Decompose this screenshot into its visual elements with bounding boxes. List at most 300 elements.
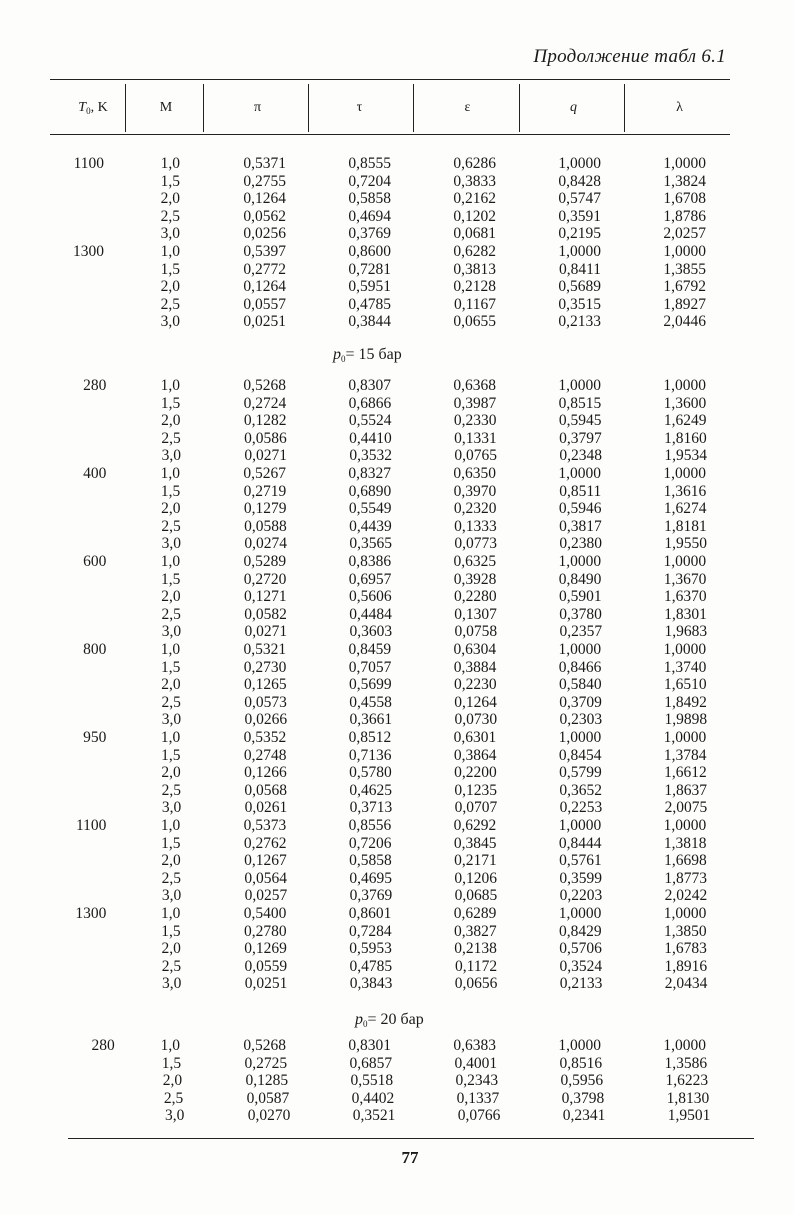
mach-cell: 2,0	[160, 190, 180, 208]
section-label-sub: 0	[341, 354, 346, 364]
header-m: M	[159, 100, 173, 115]
value-cell: 0,8301	[348, 1037, 391, 1054]
value-cell: 0,2133	[558, 313, 601, 331]
value-cell: 0,5549	[348, 500, 392, 518]
value-cell: 0,8429	[558, 922, 602, 940]
value-cell: 0,8459	[348, 641, 392, 658]
table-row	[0, 261, 794, 279]
value-cell: 0,2343	[455, 1072, 499, 1090]
value-cell: 1,9501	[667, 1107, 711, 1125]
t0-cell: 600	[83, 553, 107, 570]
value-cell: 0,6301	[453, 729, 497, 746]
table-row	[0, 887, 794, 905]
mach-cell: 1,5	[160, 260, 180, 278]
value-cell: 0,0274	[244, 535, 288, 553]
value-cell: 0,0586	[244, 429, 287, 447]
value-cell: 1,0000	[663, 553, 707, 570]
mach-cell: 3,0	[161, 535, 182, 553]
header-divider-2	[203, 84, 204, 132]
header-rule	[50, 134, 730, 135]
value-cell: 1,0000	[663, 243, 706, 260]
value-cell: 0,1172	[455, 957, 498, 975]
value-cell: 1,8773	[664, 869, 708, 887]
mach-cell: 2,5	[161, 605, 181, 623]
table-row	[0, 905, 794, 923]
value-cell: 0,5956	[560, 1072, 604, 1090]
value-cell: 0,2720	[243, 570, 287, 588]
value-cell: 0,4625	[349, 781, 392, 799]
table-row	[0, 500, 794, 518]
t0-cell: 280	[91, 1037, 115, 1054]
value-cell: 0,1307	[454, 605, 497, 623]
mach-cell: 2,5	[163, 1089, 184, 1107]
value-cell: 1,3600	[663, 394, 707, 412]
value-cell: 0,2200	[454, 764, 497, 782]
value-cell: 0,3780	[559, 605, 602, 623]
table-row	[0, 817, 794, 835]
table-row	[0, 852, 794, 870]
value-cell: 0,5268	[243, 1037, 286, 1054]
value-cell: 0,3970	[453, 482, 497, 500]
value-cell: 0,3864	[453, 746, 497, 764]
value-cell: 1,0000	[558, 377, 601, 394]
table-row	[0, 313, 794, 331]
value-cell: 0,0707	[454, 799, 498, 817]
mach-cell: 1,0	[160, 465, 181, 482]
table-caption: Продолжение табл 6.1	[533, 46, 726, 67]
value-cell: 0,4439	[349, 517, 392, 535]
table-row	[0, 155, 794, 173]
value-cell: 0,2724	[243, 394, 287, 412]
value-cell: 0,3524	[559, 957, 603, 975]
value-cell: 0,8327	[348, 465, 392, 482]
value-cell: 1,8130	[666, 1089, 710, 1107]
value-cell: 0,6304	[453, 641, 497, 658]
table-row	[0, 571, 794, 589]
value-cell: 2,0257	[663, 225, 706, 243]
value-cell: 0,5858	[348, 190, 391, 208]
table-row	[0, 173, 794, 191]
mach-cell: 1,0	[160, 1037, 180, 1054]
table-row	[0, 190, 794, 208]
mach-cell: 2,0	[161, 852, 181, 870]
value-cell: 0,0256	[243, 225, 286, 243]
value-cell: 0,3845	[453, 834, 497, 852]
value-cell: 1,0000	[663, 1037, 706, 1054]
value-cell: 1,0000	[558, 553, 602, 570]
value-cell: 0,1264	[243, 190, 286, 208]
table-row	[0, 676, 794, 694]
value-cell: 1,3670	[663, 570, 707, 588]
table-row	[0, 835, 794, 853]
value-cell: 0,2133	[559, 975, 603, 993]
value-cell: 0,5289	[243, 553, 287, 570]
value-cell: 0,5352	[243, 729, 287, 746]
value-cell: 0,0251	[244, 975, 288, 993]
table-row	[0, 1055, 794, 1073]
value-cell: 0,3797	[559, 429, 602, 447]
value-cell: 0,7206	[348, 834, 392, 852]
value-cell: 1,0000	[558, 641, 602, 658]
value-cell: 0,8444	[558, 834, 602, 852]
mach-cell: 1,5	[160, 172, 180, 190]
value-cell: 1,3824	[663, 172, 706, 190]
mach-cell: 1,5	[160, 482, 181, 500]
value-cell: 0,2725	[244, 1054, 288, 1072]
value-cell: 0,0271	[244, 623, 288, 641]
value-cell: 1,6510	[664, 676, 707, 694]
value-cell: 0,5780	[349, 764, 392, 782]
t0-cell: 950	[83, 729, 107, 746]
value-cell: 0,0562	[243, 207, 286, 225]
value-cell: 0,2330	[453, 412, 497, 430]
value-cell: 0,3603	[349, 623, 393, 641]
value-cell: 0,5699	[349, 676, 392, 694]
section-label	[333, 346, 402, 364]
value-cell: 0,7057	[348, 658, 392, 676]
value-cell: 0,2303	[559, 711, 603, 729]
value-cell: 0,2195	[558, 225, 601, 243]
value-cell: 0,3827	[453, 922, 497, 940]
value-cell: 0,5799	[559, 764, 602, 782]
mach-cell: 2,0	[160, 278, 180, 296]
table-row	[0, 923, 794, 941]
value-cell: 1,9534	[664, 447, 707, 465]
value-cell: 1,3850	[663, 922, 707, 940]
value-cell: 0,3591	[558, 207, 601, 225]
t0-cell: 1300	[75, 905, 107, 922]
value-cell: 0,2357	[559, 623, 603, 641]
value-cell: 0,3769	[349, 887, 393, 905]
value-cell: 0,2730	[243, 658, 287, 676]
value-cell: 0,0271	[244, 447, 287, 465]
value-cell: 0,5945	[558, 412, 602, 430]
value-cell: 0,5747	[558, 190, 601, 208]
table-row	[0, 1037, 794, 1055]
bottom-rule	[68, 1138, 754, 1139]
value-cell: 0,1279	[243, 500, 287, 518]
value-cell: 0,8454	[558, 746, 602, 764]
value-cell: 0,8512	[348, 729, 392, 746]
value-cell: 1,6274	[663, 500, 707, 518]
mach-cell: 3,0	[164, 1107, 185, 1125]
mach-cell: 3,0	[161, 623, 182, 641]
value-cell: 0,2719	[243, 482, 287, 500]
value-cell: 0,6890	[348, 482, 392, 500]
value-cell: 0,1264	[243, 278, 286, 296]
value-cell: 0,5268	[243, 377, 286, 394]
value-cell: 1,6223	[665, 1072, 709, 1090]
value-cell: 1,9683	[664, 623, 708, 641]
value-cell: 0,6350	[453, 465, 497, 482]
table-row	[0, 225, 794, 243]
section-label-symbol: p	[333, 346, 341, 363]
value-cell: 1,0000	[663, 729, 707, 746]
value-cell: 1,8160	[664, 429, 707, 447]
value-cell: 1,6370	[663, 588, 707, 606]
value-cell: 0,0758	[454, 623, 498, 641]
value-cell: 0,3599	[559, 869, 603, 887]
value-cell: 0,3843	[349, 975, 393, 993]
mach-cell: 2,0	[161, 588, 181, 606]
value-cell: 1,3740	[663, 658, 707, 676]
header-t0-unit: , K	[90, 100, 108, 115]
value-cell: 0,7204	[348, 172, 391, 190]
value-cell: 0,2780	[243, 922, 287, 940]
t0-cell: 1100	[75, 817, 107, 834]
value-cell: 0,4785	[349, 957, 393, 975]
table-row	[0, 296, 794, 314]
value-cell: 0,5901	[558, 588, 602, 606]
mach-cell: 3,0	[161, 887, 182, 905]
value-cell: 0,1331	[454, 429, 497, 447]
value-cell: 0,5840	[559, 676, 602, 694]
header-divider-5	[519, 84, 520, 132]
value-cell: 0,4402	[351, 1089, 395, 1107]
value-cell: 0,5524	[348, 412, 392, 430]
value-cell: 0,2762	[243, 834, 287, 852]
mach-cell: 2,0	[161, 676, 181, 694]
mach-cell: 2,5	[160, 295, 180, 313]
value-cell: 0,0656	[454, 975, 498, 993]
value-cell: 1,8786	[663, 207, 706, 225]
header-divider-4	[413, 84, 414, 132]
mach-cell: 1,0	[160, 155, 180, 172]
value-cell: 0,4694	[348, 207, 391, 225]
value-cell: 0,0655	[453, 313, 496, 331]
header-epsilon: ε	[464, 100, 471, 115]
table-row	[0, 395, 794, 413]
header-divider-1	[125, 84, 126, 132]
table-row	[0, 958, 794, 976]
value-cell: 0,3813	[453, 260, 496, 278]
t0-cell: 1100	[73, 155, 104, 172]
table-row	[0, 377, 794, 395]
value-cell: 0,2320	[453, 500, 497, 518]
value-cell: 0,2171	[454, 852, 497, 870]
value-cell: 0,1337	[456, 1089, 500, 1107]
value-cell: 0,3798	[561, 1089, 605, 1107]
value-cell: 0,6866	[348, 394, 392, 412]
value-cell: 0,1285	[245, 1072, 289, 1090]
mach-cell: 1,0	[160, 553, 181, 570]
value-cell: 0,5267	[243, 465, 287, 482]
value-cell: 1,8637	[664, 781, 707, 799]
value-cell: 0,5689	[558, 278, 601, 296]
value-cell: 0,0582	[244, 605, 287, 623]
table-row	[0, 208, 794, 226]
value-cell: 0,5946	[558, 500, 602, 518]
value-cell: 0,3565	[349, 535, 393, 553]
value-cell: 0,2253	[559, 799, 603, 817]
value-cell: 0,7281	[348, 260, 391, 278]
table-row	[0, 412, 794, 430]
header-divider-3	[308, 84, 309, 132]
mach-cell: 3,0	[161, 447, 181, 465]
value-cell: 0,4484	[349, 605, 392, 623]
value-cell: 1,0000	[663, 465, 707, 482]
value-cell: 0,2748	[243, 746, 287, 764]
table-row	[0, 553, 794, 571]
value-cell: 0,0730	[454, 711, 498, 729]
value-cell: 0,0266	[244, 711, 288, 729]
mach-cell: 3,0	[161, 799, 182, 817]
value-cell: 0,6957	[348, 570, 392, 588]
value-cell: 2,0075	[664, 799, 708, 817]
value-cell: 0,1269	[244, 940, 287, 958]
header-pi: π	[253, 100, 262, 115]
value-cell: 0,2162	[453, 190, 496, 208]
mach-cell: 2,5	[160, 207, 180, 225]
value-cell: 0,8555	[348, 155, 391, 172]
value-cell: 0,1264	[454, 693, 497, 711]
header-tau: τ	[356, 100, 363, 115]
value-cell: 0,5761	[559, 852, 602, 870]
table-row	[0, 659, 794, 677]
value-cell: 0,2348	[559, 447, 602, 465]
mach-cell: 2,0	[162, 1072, 183, 1090]
value-cell: 0,0587	[246, 1089, 290, 1107]
value-cell: 0,1202	[453, 207, 496, 225]
value-cell: 1,6792	[663, 278, 706, 296]
value-cell: 0,2755	[243, 172, 286, 190]
value-cell: 0,4558	[349, 693, 392, 711]
value-cell: 0,6289	[453, 905, 497, 922]
table-row	[0, 799, 794, 817]
value-cell: 0,5321	[243, 641, 287, 658]
value-cell: 0,1333	[454, 517, 497, 535]
table-row	[0, 870, 794, 888]
table-row	[0, 641, 794, 659]
value-cell: 2,0446	[663, 313, 706, 331]
value-cell: 0,8515	[558, 394, 602, 412]
table-row	[0, 764, 794, 782]
value-cell: 0,2380	[559, 535, 603, 553]
table-row	[0, 1107, 794, 1125]
table-row	[0, 782, 794, 800]
table-row	[0, 430, 794, 448]
value-cell: 0,1167	[453, 295, 496, 313]
mach-cell: 2,5	[161, 693, 181, 711]
value-cell: 0,3928	[453, 570, 497, 588]
section-label	[355, 1011, 424, 1029]
value-cell: 0,0765	[454, 447, 497, 465]
value-cell: 1,6612	[664, 764, 707, 782]
mach-cell: 1,5	[160, 570, 181, 588]
value-cell: 0,5953	[349, 940, 392, 958]
value-cell: 0,6282	[453, 243, 496, 260]
value-cell: 0,7136	[348, 746, 392, 764]
value-cell: 1,6783	[664, 940, 707, 958]
value-cell: 0,1266	[244, 764, 287, 782]
value-cell: 1,0000	[558, 155, 601, 172]
mach-cell: 2,5	[161, 429, 181, 447]
mach-cell: 2,0	[161, 940, 181, 958]
t0-cell: 800	[83, 641, 107, 658]
value-cell: 1,8916	[664, 957, 708, 975]
header-t0-sub: 0	[86, 106, 91, 116]
value-cell: 1,6249	[663, 412, 707, 430]
value-cell: 1,3616	[663, 482, 707, 500]
value-cell: 2,0242	[664, 887, 708, 905]
value-cell: 1,9550	[664, 535, 708, 553]
value-cell: 0,0773	[454, 535, 498, 553]
header-t0-symbol: T	[78, 100, 87, 115]
value-cell: 1,3784	[663, 746, 707, 764]
value-cell: 0,0685	[454, 887, 498, 905]
value-cell: 0,8466	[558, 658, 602, 676]
value-cell: 0,5951	[348, 278, 391, 296]
value-cell: 0,0564	[244, 869, 288, 887]
mach-cell: 1,0	[160, 729, 181, 746]
table-row	[0, 588, 794, 606]
mach-cell: 1,5	[160, 394, 181, 412]
value-cell: 0,8490	[558, 570, 602, 588]
section-label-rest: = 15 бар	[345, 346, 402, 363]
value-cell: 1,6708	[663, 190, 706, 208]
table-row	[0, 1090, 794, 1108]
value-cell: 0,3817	[559, 517, 602, 535]
value-cell: 0,8511	[559, 482, 602, 500]
mach-cell: 3,0	[160, 225, 180, 243]
mach-cell: 1,5	[161, 922, 181, 940]
table-row	[0, 606, 794, 624]
mach-cell: 1,0	[160, 243, 180, 260]
value-cell: 1,0000	[558, 1037, 601, 1054]
mach-cell: 2,0	[161, 500, 181, 518]
value-cell: 0,0261	[244, 799, 288, 817]
table-row	[0, 711, 794, 729]
value-cell: 0,6292	[453, 817, 497, 834]
value-cell: 0,8601	[348, 905, 392, 922]
mach-cell: 1,0	[160, 377, 180, 394]
value-cell: 0,8428	[558, 172, 601, 190]
table-row	[0, 447, 794, 465]
value-cell: 1,3855	[663, 260, 706, 278]
value-cell: 0,2203	[559, 887, 603, 905]
table-row	[0, 483, 794, 501]
table-row	[0, 694, 794, 712]
value-cell: 1,0000	[663, 641, 707, 658]
section-label-sub: 0	[363, 1019, 368, 1029]
table-row	[0, 1072, 794, 1090]
value-cell: 0,3844	[348, 313, 391, 331]
mach-cell: 1,5	[161, 658, 181, 676]
table-row	[0, 975, 794, 993]
t0-cell: 400	[83, 465, 107, 482]
mach-cell: 1,0	[160, 905, 181, 922]
value-cell: 1,3586	[664, 1054, 708, 1072]
value-cell: 1,0000	[558, 465, 602, 482]
value-cell: 0,2341	[562, 1107, 606, 1125]
value-cell: 0,4410	[349, 429, 392, 447]
value-cell: 1,8301	[664, 605, 707, 623]
value-cell: 0,6286	[453, 155, 496, 172]
mach-cell: 1,0	[160, 641, 181, 658]
mach-cell: 2,5	[161, 517, 181, 535]
mach-cell: 3,0	[161, 975, 182, 993]
value-cell: 0,2128	[453, 278, 496, 296]
value-cell: 0,2230	[454, 676, 497, 694]
value-cell: 1,0000	[663, 155, 706, 172]
value-cell: 0,1235	[454, 781, 497, 799]
value-cell: 0,8386	[348, 553, 392, 570]
value-cell: 0,6383	[453, 1037, 496, 1054]
value-cell: 0,5858	[349, 852, 392, 870]
value-cell: 0,5400	[243, 905, 287, 922]
value-cell: 0,5371	[243, 155, 286, 172]
value-cell: 0,7284	[348, 922, 392, 940]
